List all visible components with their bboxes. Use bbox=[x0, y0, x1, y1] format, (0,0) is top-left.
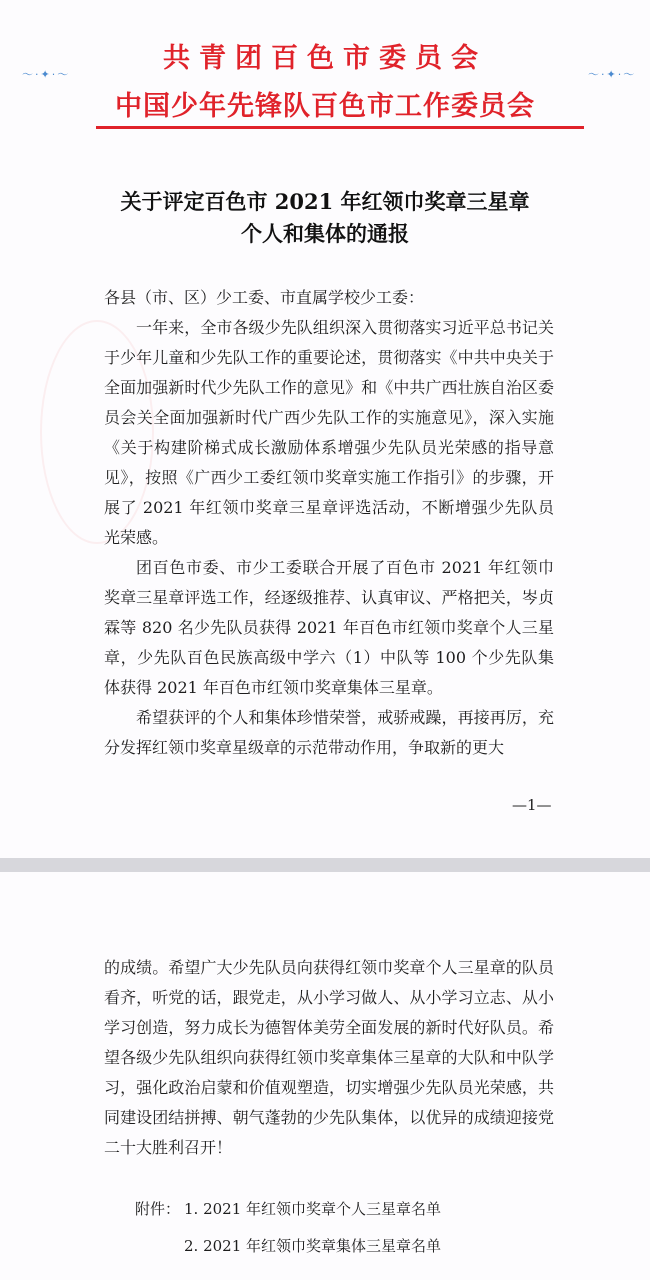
paragraph-1: 一年来，全市各级少先队组织深入贯彻落实习近平总书记关于少年儿童和少先队工作的重要论述，贯彻落实《中共中央关于全面加强新时代少先队工作的意见》和《中共广西壮族自治区委员会关全面加强新时代广西少先队工作的实施意见》，深入实施《关于构建阶梯式成长激励体系增强少先队员光荣感的指导意见》，按照《广西少工委红领巾奖章实施工作指引》的步骤，开展了 2021 年红领巾奖章三星章评选活动，不断增强少先队员光荣感。 bbox=[104, 318, 554, 547]
issuing-org-line-2: 中国少年先锋队百色市工作委员会 bbox=[115, 91, 535, 122]
document-title-line-1: 关于评定百色市 2021 年红领巾奖章三星章 bbox=[120, 189, 530, 214]
decorative-ornament-right: ～·✦·～ bbox=[588, 68, 637, 81]
body-text-page-2 bbox=[104, 953, 554, 1163]
attachments-label: 附件： bbox=[135, 1200, 181, 1218]
page-number: —1— bbox=[512, 796, 552, 814]
page-separator bbox=[0, 858, 650, 872]
document-title-line-2: 个人和集体的通报 bbox=[241, 221, 409, 246]
issuing-org-line-1: 共青团百色市委员会 bbox=[163, 43, 487, 74]
paragraph-3-start: 希望获评的个人和集体珍惜荣誉，戒骄戒躁，再接再厉，充分发挥红领巾奖章星级章的示范带动作用，争取新的更大 bbox=[104, 708, 554, 757]
body-text-page-1 bbox=[104, 283, 554, 763]
decorative-ornament-left: ～·✦·～ bbox=[22, 68, 71, 81]
attachment-item-1: 1. 2021 年红领巾奖章个人三星章名单 bbox=[184, 1200, 442, 1218]
red-header-rule bbox=[96, 126, 584, 129]
salutation: 各县（市、区）少工委、市直属学校少工委： bbox=[104, 288, 425, 307]
attachment-item-2: 2. 2021 年红领巾奖章集体三星章名单 bbox=[184, 1237, 442, 1255]
paragraph-3-continued: 的成绩。希望广大少先队员向获得红领巾奖章个人三星章的队员看齐，听党的话，跟党走，从小学习做人、从小学习立志、从小学习创造，努力成长为德智体美劳全面发展的新时代好队员。希望各级少先队组织向获得红领巾奖章集体三星章的大队和中队学习，强化政治启蒙和价值观塑造，切实增强少先队员光荣感，共同建设团结拼搏、朝气蓬勃的少先队集体，以优异的成绩迎接党二十大胜利召开！ bbox=[104, 958, 554, 1157]
paragraph-2: 团百色市委、市少工委联合开展了百色市 2021 年红领巾奖章三星章评选工作，经逐级推荐、认真审议、严格把关，岑贞霖等 820 名少先队员获得 2021 年百色市红领巾奖章个人三星章，少先队百色民族高级中学六（1）中队等 100 个少先队集体获得 2021 年百色市红领巾奖章集体三星章。 bbox=[104, 558, 554, 697]
